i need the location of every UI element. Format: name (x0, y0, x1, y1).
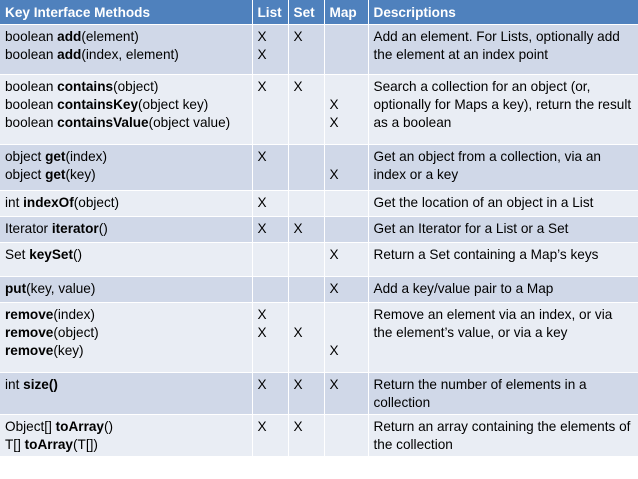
description-cell (368, 373, 638, 415)
set-cell (288, 243, 324, 277)
set-cell (288, 415, 324, 457)
method-signature (5, 114, 247, 132)
description-text: Return the number of elements in a collection (373, 377, 587, 410)
table-row (0, 277, 638, 303)
description-cell (368, 25, 638, 75)
method-name: toArray (55, 419, 104, 434)
method-return-type: Set (5, 247, 30, 262)
list-cell (252, 145, 288, 191)
table-row (0, 191, 638, 217)
method-signature (5, 28, 247, 46)
method-return-type: boolean (5, 115, 58, 130)
map-cell (324, 25, 368, 75)
map-marker: X (329, 377, 339, 392)
table-row (0, 373, 638, 415)
map-cell (324, 277, 368, 303)
method-params: () (73, 247, 83, 262)
set-cell (288, 217, 324, 243)
method-params: () (98, 221, 108, 236)
method-return-type: Iterator (5, 221, 52, 236)
method-return-type: Object[] (5, 419, 56, 434)
list-marker: X (257, 29, 267, 44)
description-text: Add an element. For Lists, optionally add the element at an index point (373, 29, 620, 62)
list-marker: X (257, 419, 267, 434)
method-params: (index) (53, 307, 95, 322)
map-cell (324, 145, 368, 191)
method-signature (5, 418, 247, 436)
set-marker: X (293, 79, 303, 94)
method-name: put (5, 281, 27, 296)
header-list: List (252, 0, 288, 25)
method-signature (5, 96, 247, 114)
table-row (0, 25, 638, 75)
method-name: remove (5, 343, 54, 358)
method-params: (object value) (148, 115, 231, 130)
description-text: Get the location of an object in a List (373, 195, 594, 210)
map-marker: X (329, 115, 339, 130)
description-text: Get an Iterator for a List or a Set (373, 221, 569, 236)
method-name: remove (5, 307, 54, 322)
map-marker: X (329, 343, 339, 358)
method-signature (5, 376, 247, 394)
header-method: Key Interface Methods (0, 0, 252, 25)
method-params: (element) (81, 29, 139, 44)
method-cell (0, 277, 252, 303)
method-return-type: int (5, 195, 24, 210)
method-cell (0, 217, 252, 243)
map-cell (324, 415, 368, 457)
method-params: (object key) (138, 97, 209, 112)
map-marker: X (329, 167, 339, 182)
method-name: remove (5, 325, 54, 340)
list-marker: X (257, 47, 267, 62)
method-signature (5, 436, 247, 454)
set-marker: X (293, 377, 303, 392)
list-marker: X (257, 325, 267, 340)
set-marker: X (293, 221, 303, 236)
list-cell (252, 243, 288, 277)
description-cell (368, 243, 638, 277)
description-cell (368, 217, 638, 243)
list-marker: X (257, 149, 267, 164)
list-cell (252, 415, 288, 457)
method-cell (0, 145, 252, 191)
map-cell (324, 303, 368, 373)
set-marker: X (293, 29, 303, 44)
set-cell (288, 75, 324, 145)
description-text: Remove an element via an index, or via the element’s value, or via a key (373, 307, 613, 340)
method-name: get (45, 149, 66, 164)
map-cell (324, 217, 368, 243)
method-name: size() (23, 377, 58, 392)
method-params: (T[]) (73, 437, 98, 452)
method-params: (key) (53, 343, 84, 358)
set-cell (288, 303, 324, 373)
method-name: containsValue (57, 115, 149, 130)
list-marker: X (257, 79, 267, 94)
table-row (0, 217, 638, 243)
set-cell (288, 277, 324, 303)
method-params: (key) (65, 167, 96, 182)
set-cell (288, 145, 324, 191)
map-marker: X (329, 97, 339, 112)
table-row (0, 75, 638, 145)
method-name: indexOf (23, 195, 74, 210)
map-marker (330, 306, 363, 324)
table-row (0, 303, 638, 373)
method-name: contains (57, 79, 114, 94)
description-text: Search a collection for an object (or, optionally for Maps a key), return the result as a boolean (373, 79, 632, 130)
table-body (0, 25, 638, 457)
method-signature (5, 246, 247, 264)
method-cell (0, 243, 252, 277)
header-row (0, 0, 638, 25)
description-cell (368, 75, 638, 145)
method-name: containsKey (57, 97, 139, 112)
list-marker: X (257, 221, 267, 236)
method-cell (0, 303, 252, 373)
map-marker (330, 78, 363, 96)
method-params: (key, value) (26, 281, 96, 296)
method-params: (object) (53, 325, 99, 340)
method-return-type: boolean (5, 29, 58, 44)
table-row (0, 145, 638, 191)
method-signature (5, 46, 247, 64)
method-return-type: boolean (5, 79, 58, 94)
method-signature (5, 220, 247, 238)
set-marker (294, 306, 319, 324)
map-marker (330, 148, 363, 166)
map-marker (330, 324, 363, 342)
method-return-type: T[] (5, 437, 25, 452)
header-set: Set (288, 0, 324, 25)
map-cell (324, 243, 368, 277)
method-params: (object) (113, 79, 159, 94)
method-cell (0, 373, 252, 415)
method-cell (0, 25, 252, 75)
list-cell (252, 217, 288, 243)
header-desc: Descriptions (368, 0, 638, 25)
list-cell (252, 191, 288, 217)
header-map: Map (324, 0, 368, 25)
list-marker: X (257, 195, 267, 210)
method-return-type: object (5, 149, 46, 164)
map-cell (324, 75, 368, 145)
table-row (0, 415, 638, 457)
description-cell (368, 145, 638, 191)
method-return-type: boolean (5, 47, 58, 62)
map-marker: X (329, 247, 339, 262)
map-cell (324, 373, 368, 415)
method-name: get (45, 167, 66, 182)
description-text: Return a Set containing a Map’s keys (373, 247, 599, 262)
list-cell (252, 277, 288, 303)
method-signature (5, 78, 247, 96)
method-signature (5, 306, 247, 324)
map-marker: X (329, 281, 339, 296)
set-cell (288, 373, 324, 415)
method-params: (object) (73, 195, 120, 210)
method-signature (5, 280, 247, 298)
description-text: Return an array containing the elements of the collection (373, 419, 631, 452)
method-name: keySet (29, 247, 74, 262)
method-name: toArray (24, 437, 73, 452)
description-cell (368, 191, 638, 217)
method-return-type: object (5, 167, 46, 182)
method-return-type: int (5, 377, 24, 392)
method-signature (5, 166, 247, 184)
method-name: iterator (51, 221, 99, 236)
method-params: () (103, 419, 114, 434)
method-signature (5, 324, 247, 342)
method-name: add (57, 29, 82, 44)
method-params: (index) (65, 149, 108, 164)
list-cell (252, 303, 288, 373)
set-cell (288, 191, 324, 217)
method-params: (index, element) (81, 47, 179, 62)
description-cell (368, 277, 638, 303)
map-cell (324, 191, 368, 217)
table-row (0, 243, 638, 277)
set-marker: X (293, 419, 303, 434)
method-cell (0, 75, 252, 145)
method-signature (5, 342, 247, 360)
list-marker: X (257, 307, 267, 322)
description-cell (368, 303, 638, 373)
method-signature (5, 148, 247, 166)
list-cell (252, 25, 288, 75)
method-return-type: boolean (5, 97, 58, 112)
set-cell (288, 25, 324, 75)
list-cell (252, 373, 288, 415)
list-cell (252, 75, 288, 145)
description-text: Add a key/value pair to a Map (373, 281, 554, 296)
method-cell (0, 191, 252, 217)
description-cell (368, 415, 638, 457)
method-cell (0, 415, 252, 457)
method-signature (5, 194, 247, 212)
list-marker: X (257, 377, 267, 392)
method-name: add (57, 47, 82, 62)
set-marker: X (293, 325, 303, 340)
description-text: Get an object from a collection, via an index or a key (373, 149, 601, 182)
